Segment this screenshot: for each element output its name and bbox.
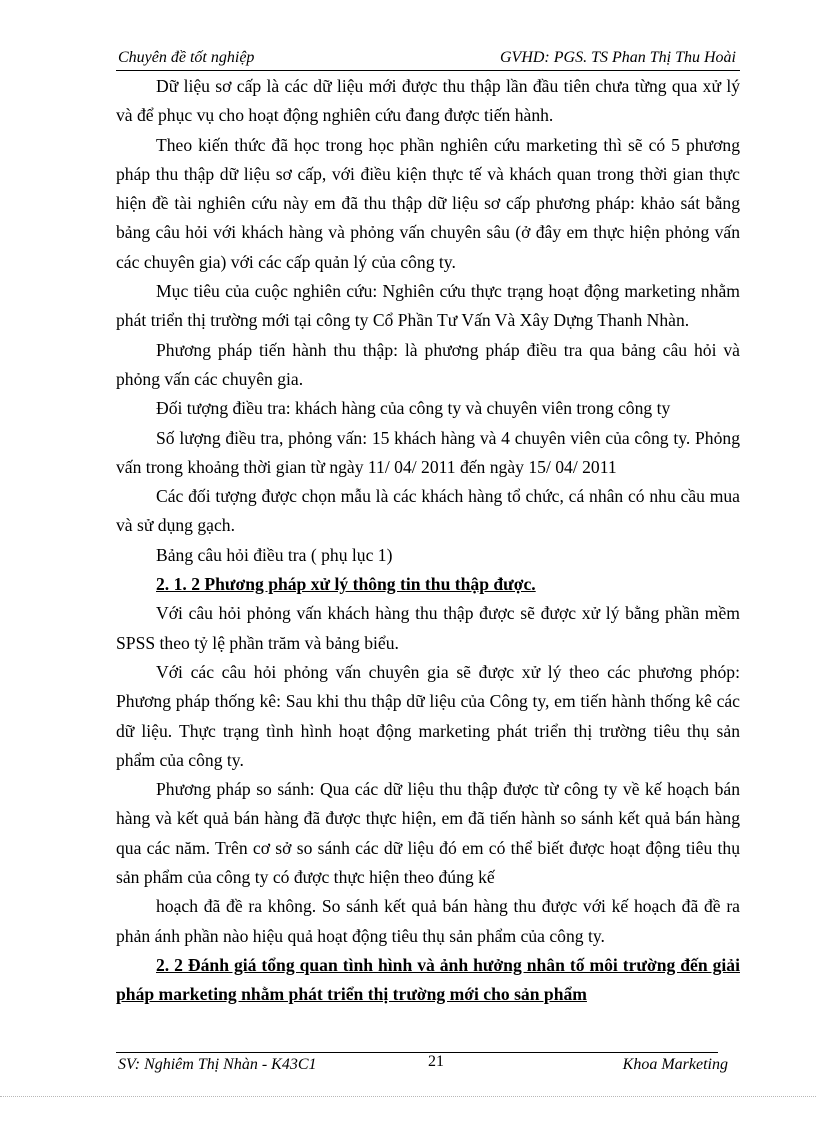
paragraph-collection-approach: Phương pháp tiến hành thu thập: là phương pháp điều tra qua bảng câu hỏi và phỏng vấn các chuyên gia.: [116, 339, 740, 389]
paragraph-questionnaire-ref: Bảng câu hỏi điều tra ( phụ lục 1): [156, 544, 393, 565]
paragraph-collection-methods: Theo kiến thức đã học trong học phần nghiên cứu marketing thì sẽ có 5 phương pháp thu thập dữ liệu sơ cấp, với điều kiện thực tế và khách quan trong thời gian thực hiện đề tài nghiên cứu này em đã thu thập dữ liệu sơ cấp phương pháp: khảo sát bằng bảng câu hỏi với khách hàng và phỏng vấn chuyên sâu (ở đây em thực hiện phỏng vấn các chuyên gia) với các cấp quản lý của công ty.: [116, 134, 740, 272]
section-heading-2-2: 2. 2 Đánh giá tổng quan tình hình và ảnh hưởng nhân tố môi trường đến giải pháp marketing nhằm phát triển thị trường mới cho sản phẩm: [116, 954, 740, 1005]
page-number: 21: [428, 1053, 444, 1070]
header-document-type: Chuyên đề tốt nghiệp: [118, 49, 255, 66]
paragraph-statistical-method: Với các câu hỏi phỏng vấn chuyên gia sẽ được xử lý theo các phương phóp: Phương pháp thống kê: Sau khi thu thập dữ liệu của Công ty, em tiến hành thống kê các dữ liệu. Thực trạng tình hình hoạt động marketing phát triển thị trường tiêu thụ sản phẩm của công ty.: [116, 661, 740, 770]
paragraph-survey-subjects: Đối tượng điều tra: khách hàng của công ty và chuyên viên trong công ty: [156, 398, 671, 419]
paragraph-sampling: Các đối tượng được chọn mẫu là các khách hàng tổ chức, cá nhân có nhu cầu mua và sử dụng gạch.: [116, 486, 740, 536]
paragraph-spss-processing: Với câu hỏi phỏng vấn khách hàng thu thập được sẽ được xử lý bằng phần mềm SPSS theo tỷ lệ phần trăm và bảng biểu.: [116, 603, 740, 653]
page-footer: [116, 1053, 740, 1077]
footer-faculty: Khoa Marketing: [622, 1056, 728, 1073]
page-bottom-border: [0, 1096, 816, 1097]
page-header: [116, 46, 740, 68]
page-body: [116, 72, 740, 1010]
footer-student: SV: Nghiêm Thị Nhàn - K43C1: [118, 1056, 317, 1073]
paragraph-comparison-method: Phương pháp so sánh: Qua các dữ liệu thu thập được từ công ty về kế hoạch bán hàng và kết quả bán hàng đã được thực hiện, em đã tiến hành so sánh kết quả bán hàng qua các năm. Trên cơ sở so sánh các dữ liệu đó em có thể biết được hoạt động tiêu thụ sản phẩm của công ty có được thực hiện theo đúng kế: [116, 779, 740, 888]
header-supervisor: GVHD: PGS. TS Phan Thị Thu Hoài: [499, 49, 736, 66]
section-heading-2-1-2: 2. 1. 2 Phương pháp xử lý thông tin thu thập được.: [156, 574, 536, 595]
paragraph-comparison-conclusion: hoạch đã đề ra không. So sánh kết quả bán hàng thu được với kế hoạch đã đề ra phản ánh phần nào hiệu quả hoạt động tiêu thụ sản phẩm của công ty.: [116, 896, 740, 946]
header-rule: [116, 70, 740, 71]
paragraph-research-objective: Mục tiêu của cuộc nghiên cứu: Nghiên cứu thực trạng hoạt động marketing nhằm phát triển thị trường mới tại công ty Cổ Phần Tư Vấn Và Xây Dựng Thanh Nhàn.: [116, 281, 740, 331]
paragraph-survey-size: Số lượng điều tra, phỏng vấn: 15 khách hàng và 4 chuyên viên của công ty. Phỏng vấn trong khoảng thời gian từ ngày 11/ 04/ 2011 đến ngày 15/ 04/ 2011: [116, 427, 740, 477]
paragraph-primary-data-definition: Dữ liệu sơ cấp là các dữ liệu mới được thu thập lần đầu tiên chưa từng qua xử lý và để phục vụ cho hoạt động nghiên cứu đang được tiến hành.: [116, 76, 740, 126]
